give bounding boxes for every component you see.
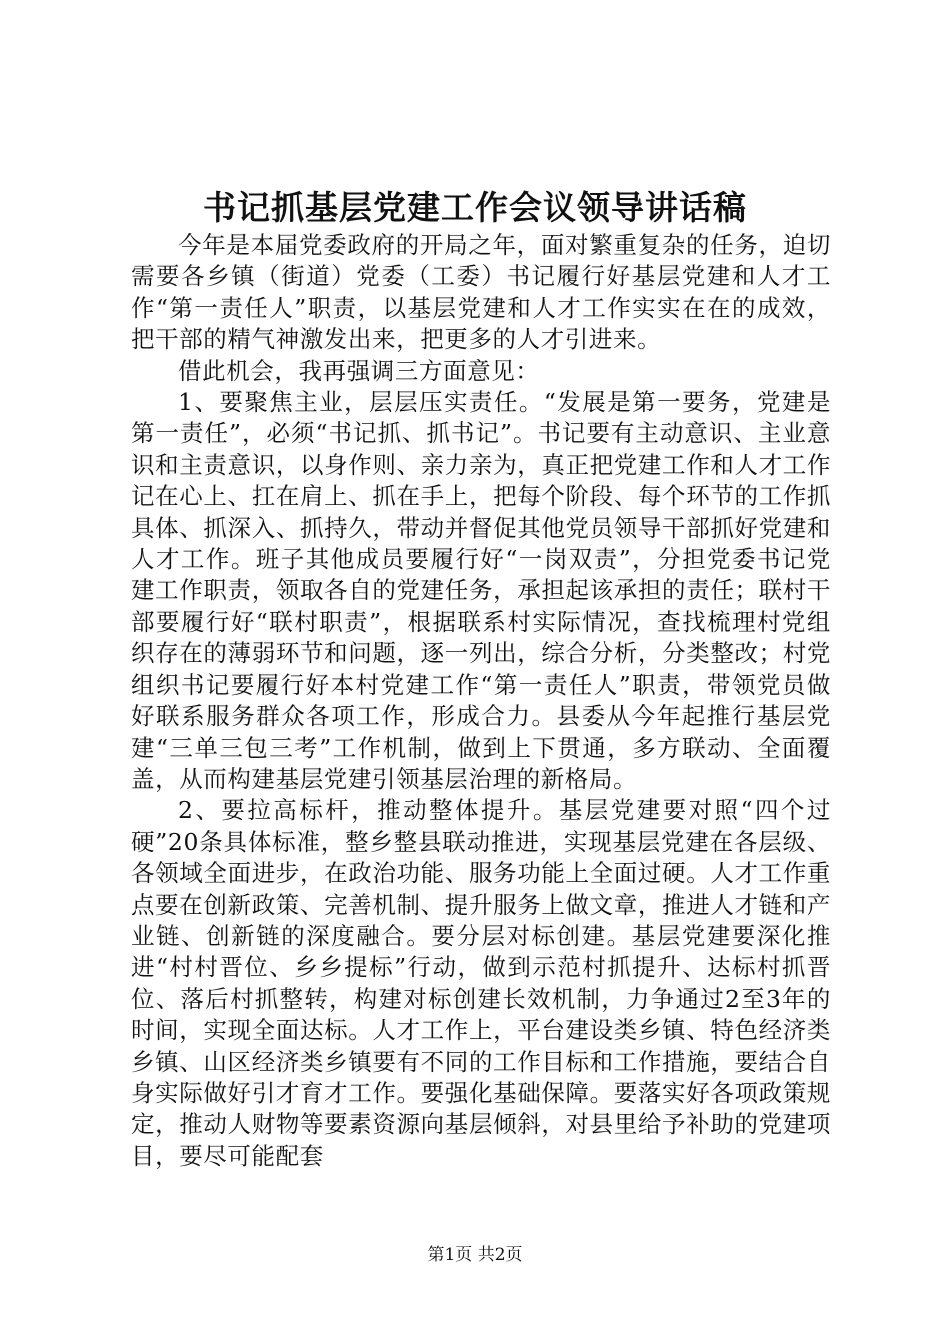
- page-number-footer: 第1页 共2页: [427, 1245, 523, 1265]
- paragraph-point-1: 1、要聚焦主业，层层压实责任。“发展是第一要务，党建是第一责任”，必须“书记抓、抓书记”。书记要有主动意识、主业意识和主责意识，以身作则、亲力亲为，真正把党建工作和人才工作记在心上、扛在肩上、抓在手上，把每个阶段、每个环节的工作抓具体、抓深入、抓持久，带动并督促其他党员领导干部抓好党建和人才工作。班子其他成员要履行好“一岗双责”，分担党委书记党建工作职责，领取各自的党建任务，承担起该承担的责任；联村干部要履行好“联村职责”，根据联系村实际情况，查找梳理村党组织存在的薄弱环节和问题，逐一列出，综合分析，分类整改；村党组织书记要履行好本村党建工作“第一责任人”职责，带领党员做好联系服务群众各项工作，形成合力。县委从今年起推行基层党建“三单三包三考”工作机制，做到上下贯通，多方联动、全面覆盖，从而构建基层党建引领基层治理的新格局。: [131, 388, 831, 793]
- paragraph-intro: 今年是本届党委政府的开局之年，面对繁重复杂的任务，迫切需要各乡镇（街道）党委（工委）书记履行好基层党建和人才工作“第一责任人”职责，以基层党建和人才工作实实在在的成效，把干部的精气神激发出来，把更多的人才引进来。: [131, 231, 831, 354]
- paragraph-point-2: 2、要拉高标杆，推动整体提升。基层党建要对照“四个过硬”20条具体标准，整乡整县联动推进，实现基层党建在各层级、各领域全面进步，在政治功能、服务功能上全面过硬。人才工作重点要在创新政策、完善机制、提升服务上做文章，推进人才链和产业链、创新链的深度融合。要分层对标创建。基层党建要深化推进“村村晋位、乡乡提标”行动，做到示范村抓提升、达标村抓晋位、落后村抓整转，构建对标创建长效机制，力争通过2至3年的时间，实现全面达标。人才工作上，平台建设类乡镇、特色经济类乡镇、山区经济类乡镇要有不同的工作目标和工作措施，要结合自身实际做好引才育才工作。要强化基础保障。要落实好各项政策规定，推动人财物等要素资源向基层倾斜，对县里给予补助的党建项目，要尽可能配套: [131, 796, 831, 1170]
- document-title: 书记抓基层党建工作会议领导讲话稿: [203, 188, 747, 227]
- paragraph-transition: 借此机会，我再强调三方面意见：: [178, 356, 540, 385]
- document-body: [131, 230, 831, 1172]
